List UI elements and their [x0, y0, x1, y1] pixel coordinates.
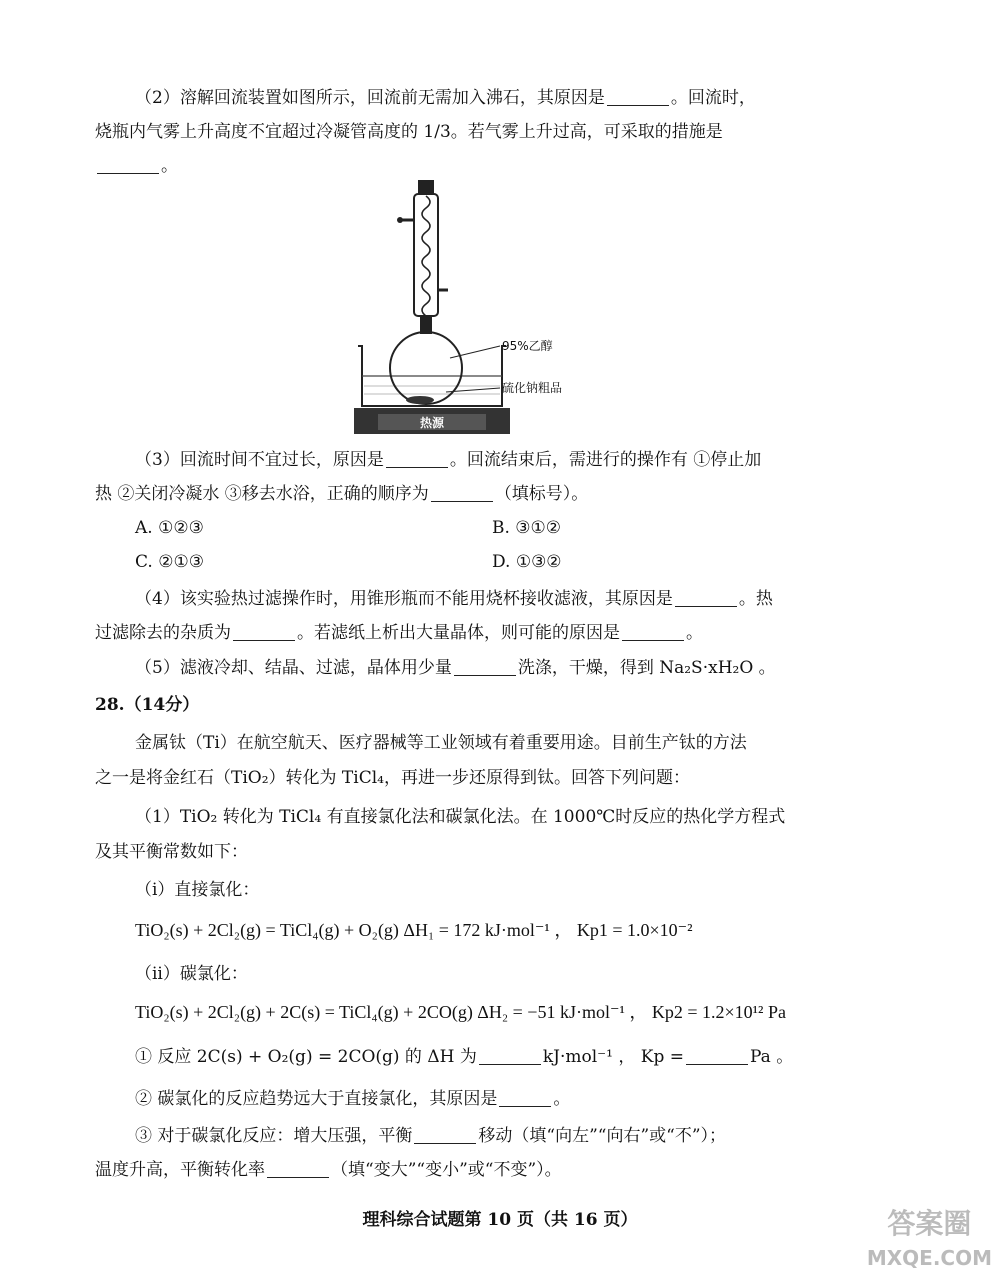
- q28-part1-line1: （1）TiO₂ 转化为 TiCl₄ 有直接氯化法和碳氯化法。在 1000℃时反应的热化学方程式: [135, 807, 786, 827]
- q27-part2-line3: 。: [95, 154, 850, 178]
- label-ethanol: 95%乙醇: [502, 339, 553, 353]
- q27-part3-line2: 热 ②关闭冷凝水 ③移去水浴，正确的顺序为 （填标号）。: [95, 484, 589, 504]
- q28-intro-line1: 金属钛（Ti）在航空航天、医疗器械等工业领域有着重要用途。目前生产钛的方法: [135, 733, 747, 753]
- answer-blank[interactable]: [414, 1125, 476, 1144]
- answer-blank[interactable]: [607, 87, 669, 106]
- answer-blank[interactable]: [386, 449, 448, 468]
- equation-carbochlorination: TiO₂(s) + 2Cl₂(g) + 2C(s) = TiCl₄(g) + 2CO(g) ΔH₂ = −51 kJ·mol⁻¹ ， Kp2 = 1.2×10¹² Pa: [135, 1002, 786, 1022]
- answer-blank[interactable]: [267, 1159, 329, 1178]
- answer-blank[interactable]: [479, 1046, 541, 1065]
- q27-part2-line1: （2）溶解回流装置如图所示，回流前无需加入沸石，其原因是 。回流时，: [135, 88, 756, 108]
- answer-blank[interactable]: [499, 1088, 551, 1107]
- label-heat-source: 热源: [419, 416, 445, 430]
- answer-blank[interactable]: [675, 588, 737, 607]
- answer-blank[interactable]: [622, 622, 684, 641]
- answer-blank[interactable]: [97, 155, 159, 174]
- answer-blank[interactable]: [233, 622, 295, 641]
- page-footer: 理科综合试题第 10 页（共 16 页）: [362, 1210, 638, 1230]
- answer-blank[interactable]: [454, 657, 516, 676]
- q28-carbochlorination-label: （ii）碳氯化：: [135, 964, 248, 984]
- q28-sub3-line2: 温度升高，平衡转化率 （填“变大”“变小”或“不变”）。: [95, 1160, 562, 1180]
- watermark-logo: 答案圈 MXQE.COM: [866, 1207, 992, 1270]
- label-crude-sodium-sulfide: 硫化钠粗品: [502, 381, 563, 395]
- q27-part2-line2: 烧瓶内气雾上升高度不宜超过冷凝管高度的 1/3。若气雾上升过高，可采取的措施是: [95, 122, 723, 142]
- q28-sub1: ① 反应 2C(s) + O₂(g) = 2CO(g) 的 ΔH 为 kJ·mol⁻¹ ， Kp = Pa 。: [135, 1047, 794, 1067]
- q28-sub2: ② 碳氯化的反应趋势远大于直接氯化，其原因是 。: [135, 1089, 571, 1109]
- q28-heading: 28.（14分）: [95, 695, 200, 715]
- q28-sub3-line1: ③ 对于碳氯化反应：增大压强，平衡 移动（填“向左”“向右”或“不”）；: [135, 1126, 727, 1146]
- option-b[interactable]: B. ③①②: [492, 518, 562, 538]
- q27-part3-line1: （3）回流时间不宜过长，原因是 。回流结束后，需进行的操作有 ①停止加: [135, 450, 762, 470]
- option-c[interactable]: C. ②①③: [135, 552, 204, 572]
- option-d[interactable]: D. ①③②: [492, 552, 562, 572]
- q28-direct-chlorination-label: （i）直接氯化：: [135, 880, 260, 900]
- q27-part4-line1: （4）该实验热过滤操作时，用锥形瓶而不能用烧杯接收滤液，其原因是 。热: [135, 589, 773, 609]
- q27-part5: （5）滤液冷却、结晶、过滤，晶体用少量 洗涤，干燥，得到 Na₂S·xH₂O 。: [135, 658, 776, 678]
- q27-part4-line2: 过滤除去的杂质为 。若滤纸上析出大量晶体，则可能的原因是 。: [95, 623, 703, 643]
- option-a[interactable]: A. ①②③: [135, 518, 204, 538]
- reflux-apparatus-figure: [350, 178, 600, 438]
- q28-intro-line2: 之一是将金红石（TiO₂）转化为 TiCl₄，再进一步还原得到钛。回答下列问题：: [95, 768, 690, 788]
- q28-part1-line2: 及其平衡常数如下：: [95, 842, 248, 862]
- equation-direct-chlorination: TiO₂(s) + 2Cl₂(g) = TiCl₄(g) + O₂(g) ΔH₁ = 172 kJ·mol⁻¹ ， Kp1 = 1.0×10⁻²: [135, 920, 693, 940]
- answer-blank[interactable]: [686, 1046, 748, 1065]
- answer-blank[interactable]: [431, 483, 493, 502]
